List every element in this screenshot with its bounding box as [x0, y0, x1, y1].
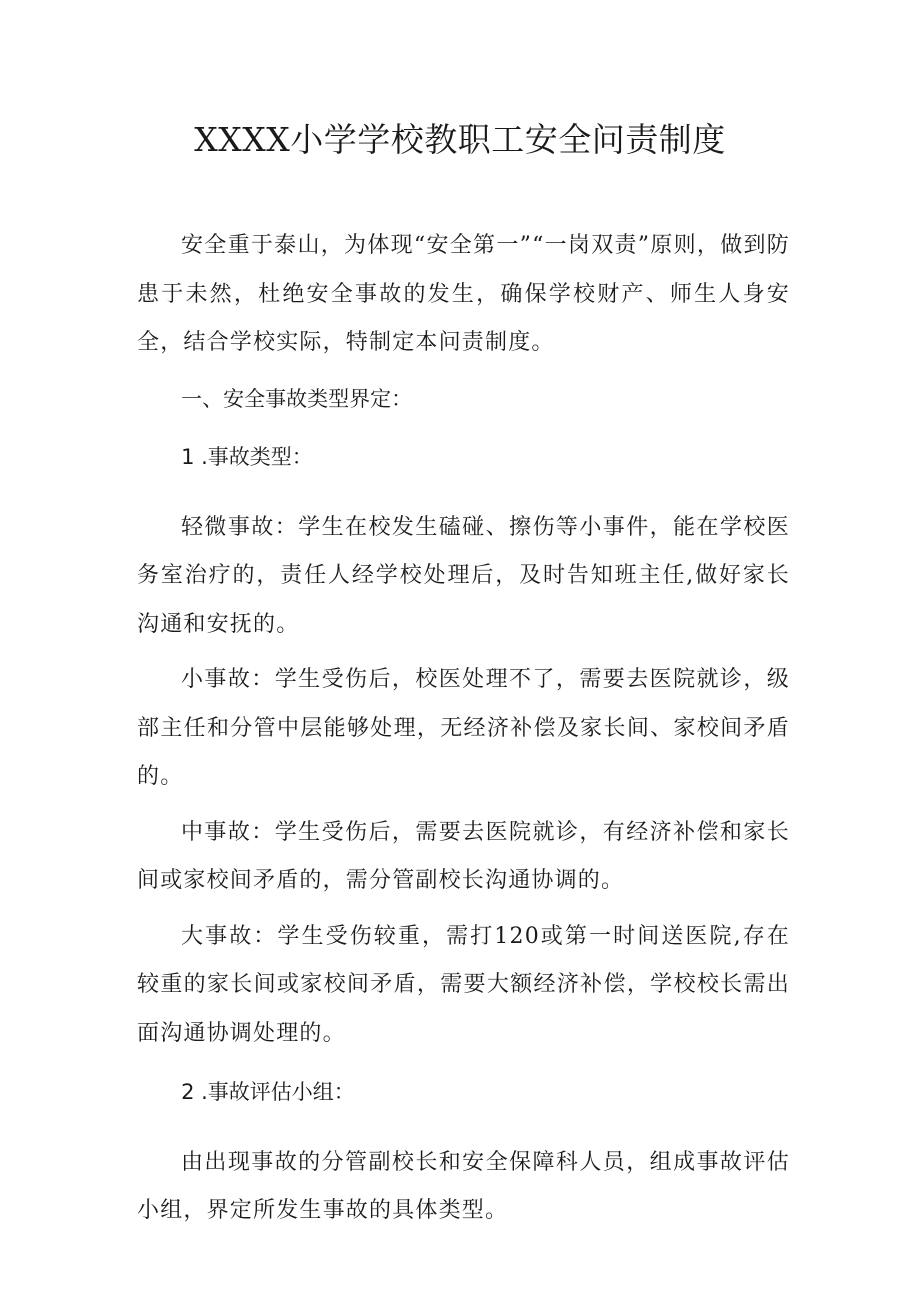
subheading-accident-type: 1 .事故类型：	[181, 445, 313, 469]
subheading-assessment-group: 2 .事故评估小组：	[181, 1080, 355, 1104]
paragraph-assessment-group: 由出现事故的分管副校长和安全保障科人员，组成事故评估小组，界定所发生事故的具体类型。	[137, 1149, 790, 1223]
paragraph-minor-accident: 轻微事故：学生在校发生磕碰、擦伤等小事件，能在学校医务室治疗的，责任人经学校处理后，及时告知班主任,做好家长沟通和安抚的。	[137, 514, 790, 637]
paragraph-medium-accident: 中事故：学生受伤后，需要去医院就诊，有经济补偿和家长间或家校间矛盾的，需分管副校长沟通协调的。	[137, 819, 790, 893]
intro-paragraph: 安全重于泰山，为体现“安全第一”“一岗双责”原则，做到防患于未然，杜绝安全事故的发生，确保学校财产、师生人身安全，结合学校实际，特制定本问责制度。	[137, 233, 790, 355]
paragraph-small-accident: 小事故：学生受伤后，校医处理不了，需要去医院就诊，级部主任和分管中层能够处理，无经济补偿及家长间、家校间矛盾的。	[137, 667, 790, 789]
paragraph-major-accident: 大事故：学生受伤较重，需打120或第一时间送医院,存在较重的家长间或家校间矛盾，需要大额经济补偿，学校校长需出面沟通协调处理的。	[137, 923, 790, 1046]
section-heading-accident-types: 一、安全事故类型界定：	[181, 386, 413, 411]
document-body	[137, 222, 790, 1236]
document-title: XXXX小学学校教职工安全问责制度	[194, 120, 726, 159]
